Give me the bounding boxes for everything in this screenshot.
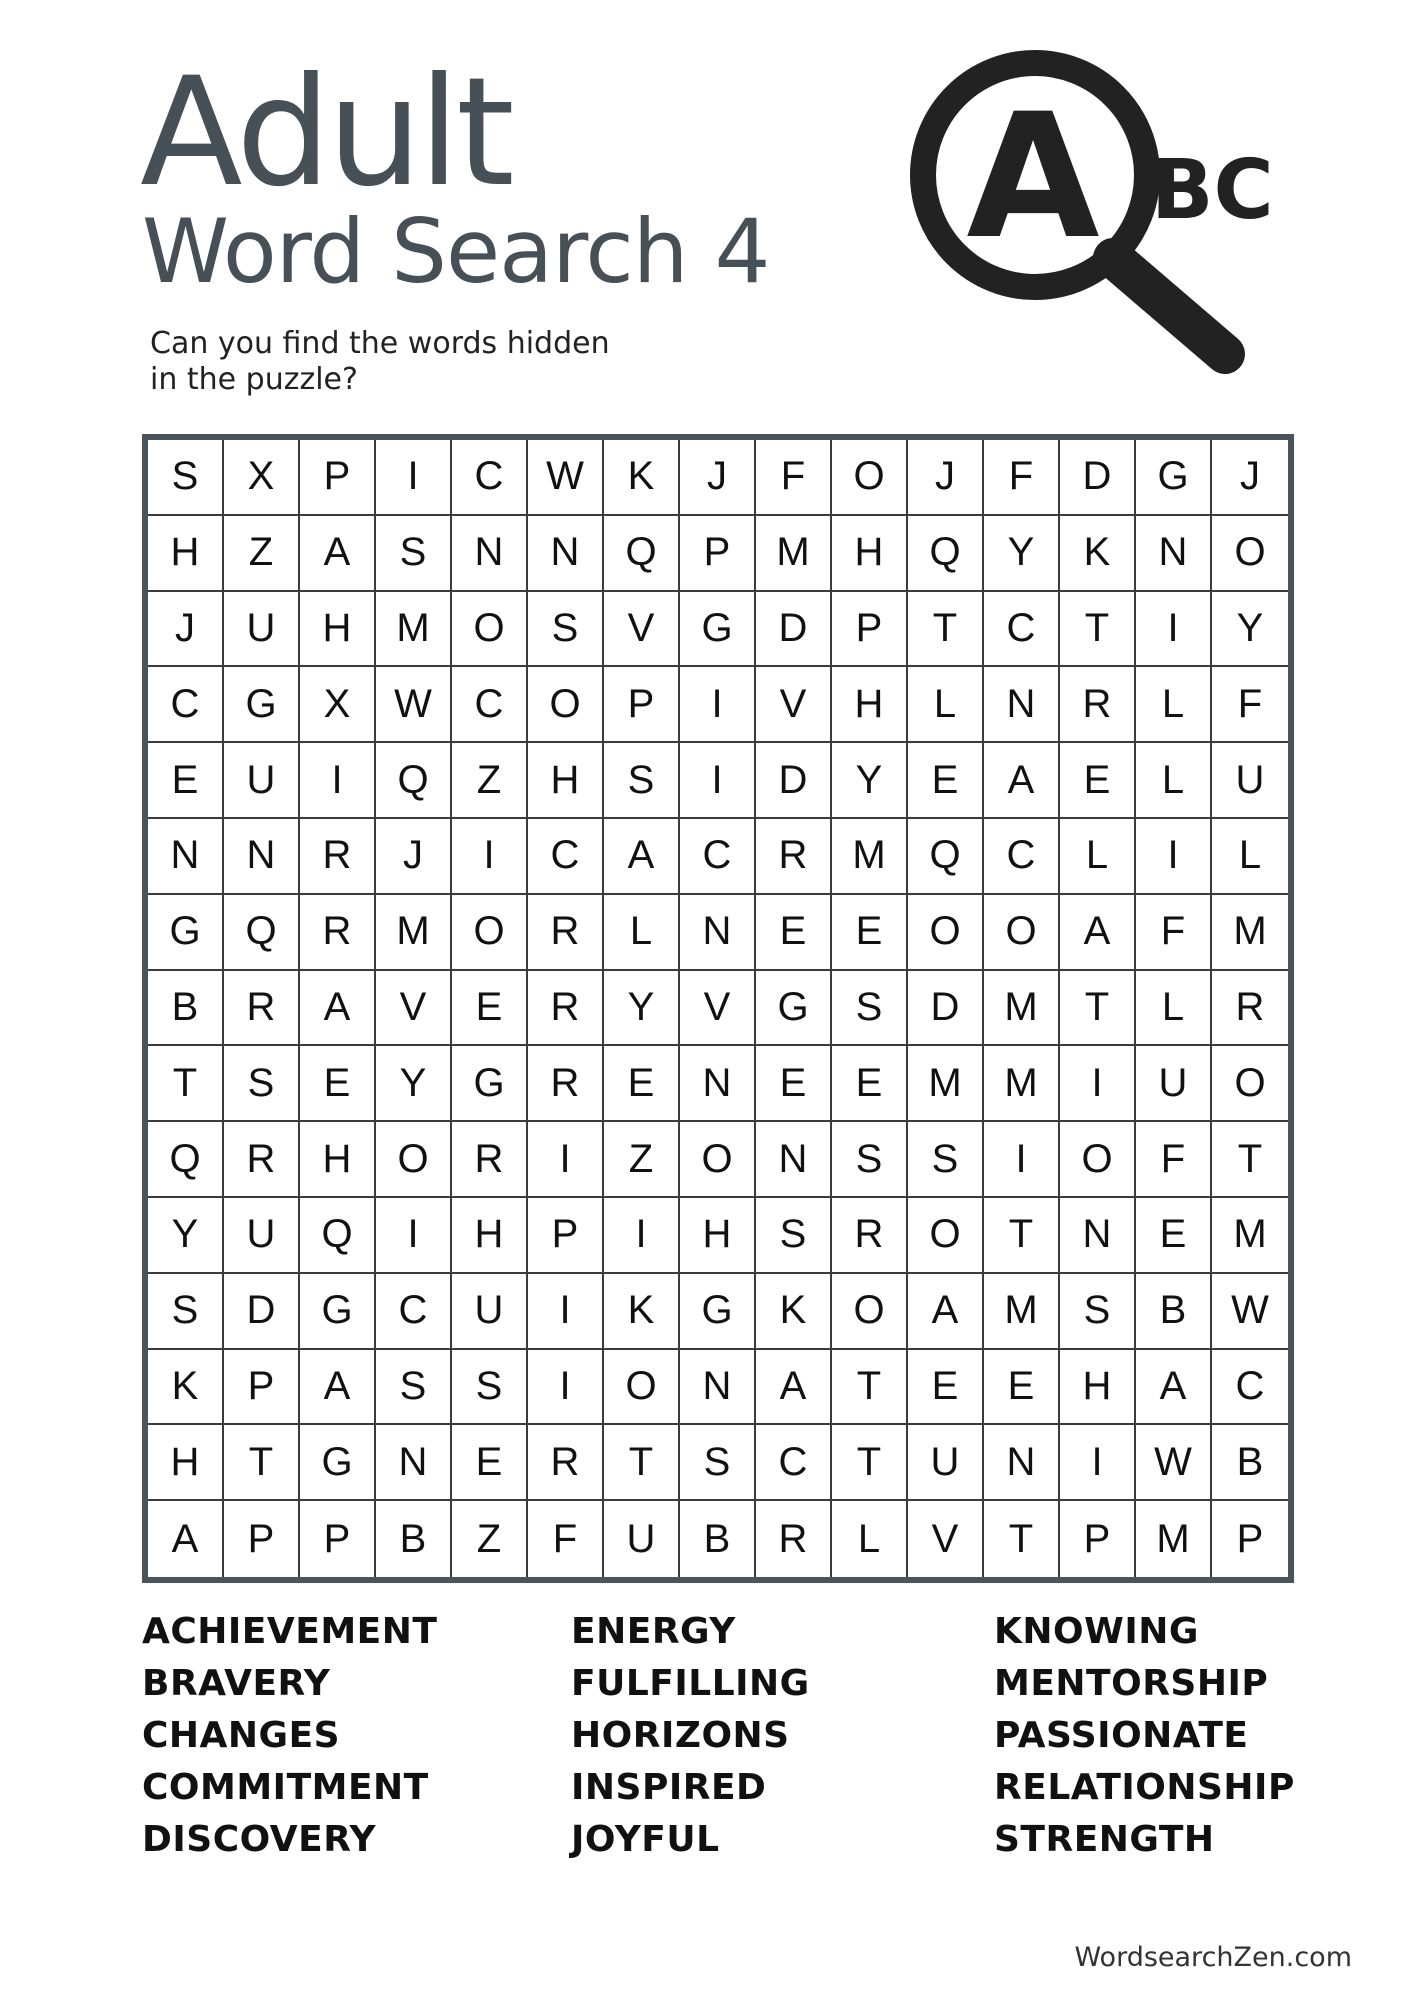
grid-cell: F — [528, 1501, 604, 1577]
grid-cell: Y — [1212, 592, 1288, 668]
grid-cell: I — [604, 1198, 680, 1274]
grid-cell: D — [224, 1274, 300, 1350]
grid-cell: R — [1060, 667, 1136, 743]
grid-cell: E — [1060, 743, 1136, 819]
grid-cell: E — [452, 971, 528, 1047]
grid-cell: L — [908, 667, 984, 743]
grid-cell: F — [756, 440, 832, 516]
letter-grid — [148, 440, 1288, 1577]
word-list-item: FULFILLING — [571, 1663, 810, 1704]
grid-cell: F — [1136, 1122, 1212, 1198]
grid-cell: A — [300, 1350, 376, 1426]
grid-cell: C — [756, 1425, 832, 1501]
grid-cell: Q — [908, 516, 984, 592]
grid-cell: J — [680, 440, 756, 516]
grid-cell: P — [1236, 1516, 1264, 1561]
grid-cell: M — [1136, 1501, 1212, 1577]
grid-cell: I — [984, 1122, 1060, 1198]
magnifier-handle — [1113, 258, 1225, 354]
grid-cell: D — [756, 743, 832, 819]
grid-cell: C — [376, 1274, 452, 1350]
grid-cell: R — [224, 971, 300, 1047]
grid-cell: L — [604, 895, 680, 971]
grid-cell: W — [376, 667, 452, 743]
grid-cell: R — [832, 1198, 908, 1274]
grid-cell: S — [148, 440, 224, 516]
grid-cell: M — [908, 1046, 984, 1122]
grid-cell: O — [908, 1198, 984, 1274]
grid-cell: E — [1136, 1198, 1212, 1274]
grid-cell: A — [300, 516, 376, 592]
grid-cell: S — [528, 592, 604, 668]
grid-cell: D — [756, 592, 832, 668]
grid-cell: Q — [908, 819, 984, 895]
grid-cell: H — [832, 667, 908, 743]
grid-cell: L — [1212, 819, 1288, 895]
logo-letters-bc: BC — [1151, 143, 1274, 238]
grid-cell: H — [300, 1122, 376, 1198]
grid-cell: M — [984, 1274, 1060, 1350]
grid-cell: B — [1212, 1425, 1288, 1501]
grid-cell: Z — [452, 743, 528, 819]
grid-cell: G — [680, 592, 756, 668]
grid-cell: M — [376, 592, 452, 668]
grid-cell: M — [984, 1046, 1060, 1122]
grid-cell: A — [908, 1274, 984, 1350]
grid-cell: N — [528, 516, 604, 592]
grid-cell: O — [1060, 1122, 1136, 1198]
grid-cell: S — [832, 971, 908, 1047]
grid-cell: A — [300, 971, 376, 1047]
grid-cell: E — [452, 1425, 528, 1501]
grid-cell: G — [680, 1274, 756, 1350]
grid-cell: Z — [224, 516, 300, 592]
magnifying-glass-abc-icon — [905, 40, 1295, 390]
grid-cell: R — [224, 1122, 300, 1198]
grid-cell: A — [148, 1501, 224, 1577]
grid-cell: U — [224, 743, 300, 819]
grid-cell: N — [680, 1046, 756, 1122]
grid-cell: O — [376, 1122, 452, 1198]
grid-cell: H — [832, 516, 908, 592]
grid-cell: U — [452, 1274, 528, 1350]
word-list-item: PASSIONATE — [994, 1715, 1249, 1756]
grid-cell: E — [756, 895, 832, 971]
grid-cell: G — [756, 971, 832, 1047]
grid-cell: P — [300, 440, 376, 516]
grid-cell: L — [1136, 667, 1212, 743]
grid-cell: K — [1060, 516, 1136, 592]
grid-cell: I — [528, 1122, 604, 1198]
grid-cell: R — [528, 895, 604, 971]
grid-cell: N — [984, 1425, 1060, 1501]
grid-cell: Z — [604, 1122, 680, 1198]
grid-cell: I — [376, 440, 452, 516]
grid-cell: N — [1060, 1198, 1136, 1274]
grid-cell: F — [984, 440, 1060, 516]
grid-cell: M — [1212, 895, 1288, 971]
grid-cell: O — [832, 440, 908, 516]
grid-cell: P — [300, 1501, 376, 1577]
grid-cell: J — [1212, 440, 1288, 516]
grid-cell: T — [1060, 592, 1136, 668]
grid-cell: N — [1136, 516, 1212, 592]
grid-cell: R — [528, 1425, 604, 1501]
grid-cell: C — [452, 667, 528, 743]
grid-cell: G — [148, 895, 224, 971]
grid-cell: S — [680, 1425, 756, 1501]
grid-cell: C — [148, 667, 224, 743]
grid-cell: T — [148, 1046, 224, 1122]
grid-cell: S — [604, 743, 680, 819]
grid-cell: T — [984, 1501, 1060, 1577]
word-list-item: INSPIRED — [571, 1767, 767, 1808]
grid-cell: R — [300, 895, 376, 971]
grid-cell: V — [376, 971, 452, 1047]
word-list-column-1 — [142, 1606, 437, 1866]
grid-cell: I — [528, 1274, 604, 1350]
grid-cell: M — [1212, 1198, 1288, 1274]
grid-cell: R — [300, 819, 376, 895]
grid-cell: H — [148, 516, 224, 592]
word-list-item: CHANGES — [142, 1715, 341, 1756]
grid-cell: S — [756, 1198, 832, 1274]
grid-cell: P — [528, 1198, 604, 1274]
grid-cell: D — [1060, 440, 1136, 516]
grid-cell: N — [680, 895, 756, 971]
grid-cell: H — [300, 592, 376, 668]
grid-cell: R — [756, 1501, 832, 1577]
grid-cell: I — [1060, 1046, 1136, 1122]
grid-cell: J — [376, 819, 452, 895]
grid-cell: O — [1212, 1046, 1288, 1122]
grid-cell: G — [1136, 440, 1212, 516]
puzzle-title: Word Search 4 — [142, 200, 770, 303]
grid-cell: P — [224, 1350, 300, 1426]
word-list-item: MENTORSHIP — [994, 1663, 1269, 1704]
grid-cell: U — [1136, 1046, 1212, 1122]
grid-cell: V — [604, 592, 680, 668]
grid-cell: S — [376, 516, 452, 592]
grid-cell: T — [224, 1425, 300, 1501]
grid-cell: I — [1136, 592, 1212, 668]
grid-cell: P — [1060, 1501, 1136, 1577]
grid-cell: E — [148, 743, 224, 819]
grid-cell: Q — [604, 516, 680, 592]
grid-cell: M — [756, 516, 832, 592]
grid-cell: U — [908, 1425, 984, 1501]
grid-cell: I — [680, 743, 756, 819]
grid-cell: I — [452, 819, 528, 895]
word-list-item: ACHIEVEMENT — [142, 1611, 438, 1652]
grid-cell: R — [756, 819, 832, 895]
grid-cell: G — [300, 1425, 376, 1501]
grid-cell: O — [680, 1122, 756, 1198]
grid-cell: Z — [452, 1501, 528, 1577]
grid-cell: W — [528, 440, 604, 516]
grid-cell: N — [376, 1425, 452, 1501]
grid-cell: I — [1136, 819, 1212, 895]
grid-cell: R — [1212, 971, 1288, 1047]
grid-cell: H — [148, 1425, 224, 1501]
grid-cell: C — [984, 592, 1060, 668]
grid-cell: S — [148, 1274, 224, 1350]
grid-cell: I — [528, 1350, 604, 1426]
word-list-item: KNOWING — [994, 1611, 1199, 1652]
grid-cell: B — [148, 971, 224, 1047]
grid-cell: Y — [604, 971, 680, 1047]
grid-cell: S — [832, 1122, 908, 1198]
grid-cell: R — [452, 1122, 528, 1198]
grid-cell: G — [452, 1046, 528, 1122]
grid-cell: L — [1136, 743, 1212, 819]
grid-cell: T — [984, 1198, 1060, 1274]
grid-cell: X — [300, 667, 376, 743]
grid-cell: X — [224, 440, 300, 516]
grid-cell: H — [1060, 1350, 1136, 1426]
grid-cell: P — [680, 516, 756, 592]
word-list-item: HORIZONS — [571, 1715, 790, 1756]
grid-cell: B — [680, 1501, 756, 1577]
grid-cell: E — [908, 743, 984, 819]
grid-cell: C — [984, 819, 1060, 895]
grid-cell: O — [908, 895, 984, 971]
grid-cell: Q — [224, 895, 300, 971]
grid-cell: Q — [376, 743, 452, 819]
grid-cell: A — [1136, 1350, 1212, 1426]
grid-cell: E — [756, 1046, 832, 1122]
grid-cell: K — [604, 440, 680, 516]
grid-cell: I — [300, 743, 376, 819]
grid-cell: N — [756, 1122, 832, 1198]
grid-cell: K — [756, 1274, 832, 1350]
grid-cell: U — [224, 592, 300, 668]
grid-cell: S — [224, 1046, 300, 1122]
grid-cell: Q — [148, 1122, 224, 1198]
instructions — [150, 326, 710, 398]
grid-cell: V — [908, 1501, 984, 1577]
grid-cell: E — [832, 1046, 908, 1122]
grid-cell: U — [224, 1198, 300, 1274]
grid-cell: N — [452, 516, 528, 592]
grid-cell: S — [452, 1350, 528, 1426]
grid-cell: L — [832, 1501, 908, 1577]
grid-cell: O — [604, 1350, 680, 1426]
grid-cell: O — [452, 895, 528, 971]
grid-cell: C — [528, 819, 604, 895]
grid-cell: N — [224, 819, 300, 895]
word-search-grid — [142, 434, 1294, 1583]
instructions-line-2: in the puzzle? — [150, 362, 358, 397]
grid-cell: J — [148, 592, 224, 668]
word-list-item: DISCOVERY — [142, 1819, 377, 1860]
grid-cell: M — [984, 971, 1060, 1047]
grid-cell: A — [604, 819, 680, 895]
grid-cell: N — [680, 1350, 756, 1426]
grid-cell: P — [832, 592, 908, 668]
word-list-item: JOYFUL — [571, 1819, 720, 1860]
word-list-item: RELATIONSHIP — [994, 1767, 1295, 1808]
grid-cell: R — [528, 971, 604, 1047]
grid-cell: K — [148, 1350, 224, 1426]
grid-cell: K — [604, 1274, 680, 1350]
grid-cell: I — [680, 667, 756, 743]
grid-cell: S — [1060, 1274, 1136, 1350]
grid-cell: B — [1136, 1274, 1212, 1350]
grid-cell: O — [528, 667, 604, 743]
grid-cell: I — [1060, 1425, 1136, 1501]
grid-cell: L — [1136, 971, 1212, 1047]
grid-cell: O — [1212, 516, 1288, 592]
grid-cell: W — [1212, 1274, 1288, 1350]
grid-cell: T — [1212, 1122, 1288, 1198]
grid-cell: S — [908, 1122, 984, 1198]
grid-cell: O — [984, 895, 1060, 971]
grid-cell: M — [832, 819, 908, 895]
grid-cell: L — [1060, 819, 1136, 895]
grid-cell: Y — [984, 516, 1060, 592]
grid-cell: Y — [148, 1198, 224, 1274]
grid-cell: F — [1136, 895, 1212, 971]
word-list-item: COMMITMENT — [142, 1767, 429, 1808]
grid-cell: C — [680, 819, 756, 895]
grid-cell: V — [756, 667, 832, 743]
grid-cell: A — [984, 743, 1060, 819]
grid-cell: T — [604, 1425, 680, 1501]
grid-cell: Y — [376, 1046, 452, 1122]
instructions-line-1: Can you find the words hidden — [150, 326, 610, 361]
grid-cell: Y — [832, 743, 908, 819]
grid-cell: T — [832, 1350, 908, 1426]
grid-cell: E — [832, 895, 908, 971]
grid-cell: C — [452, 440, 528, 516]
grid-cell: P — [604, 667, 680, 743]
grid-cell: D — [908, 971, 984, 1047]
logo-letter-a: A — [966, 76, 1100, 277]
grid-cell: E — [604, 1046, 680, 1122]
grid-cell: B — [376, 1501, 452, 1577]
grid-cell: U — [604, 1501, 680, 1577]
word-list-item: ENERGY — [571, 1611, 736, 1652]
page-title: Adult — [140, 46, 511, 220]
grid-cell: H — [528, 743, 604, 819]
grid-cell: E — [908, 1350, 984, 1426]
grid-cell: P — [224, 1501, 300, 1577]
grid-cell: I — [376, 1198, 452, 1274]
grid-cell: G — [224, 667, 300, 743]
grid-cell: O — [832, 1274, 908, 1350]
word-list-column-3 — [994, 1606, 1295, 1866]
grid-cell: V — [680, 971, 756, 1047]
grid-cell: M — [376, 895, 452, 971]
site-credit: WordsearchZen.com — [1074, 1942, 1352, 1973]
grid-cell: N — [984, 667, 1060, 743]
grid-cell: N — [148, 819, 224, 895]
grid-cell: T — [1060, 971, 1136, 1047]
word-list-item: BRAVERY — [142, 1663, 331, 1704]
grid-cell: A — [1060, 895, 1136, 971]
grid-cell: J — [908, 440, 984, 516]
word-list-column-2 — [571, 1606, 810, 1866]
grid-cell: T — [832, 1425, 908, 1501]
grid-cell: R — [528, 1046, 604, 1122]
grid-cell: H — [452, 1198, 528, 1274]
grid-cell: A — [756, 1350, 832, 1426]
grid-cell: H — [680, 1198, 756, 1274]
grid-cell: F — [1212, 667, 1288, 743]
grid-cell: W — [1136, 1425, 1212, 1501]
grid-cell: S — [376, 1350, 452, 1426]
grid-cell: Q — [300, 1198, 376, 1274]
word-list-item: STRENGTH — [994, 1819, 1215, 1860]
grid-cell: E — [300, 1046, 376, 1122]
grid-cell: E — [984, 1350, 1060, 1426]
grid-cell: O — [452, 592, 528, 668]
grid-cell: C — [1212, 1350, 1288, 1426]
grid-cell: T — [908, 592, 984, 668]
grid-cell: G — [300, 1274, 376, 1350]
grid-cell: U — [1212, 743, 1288, 819]
